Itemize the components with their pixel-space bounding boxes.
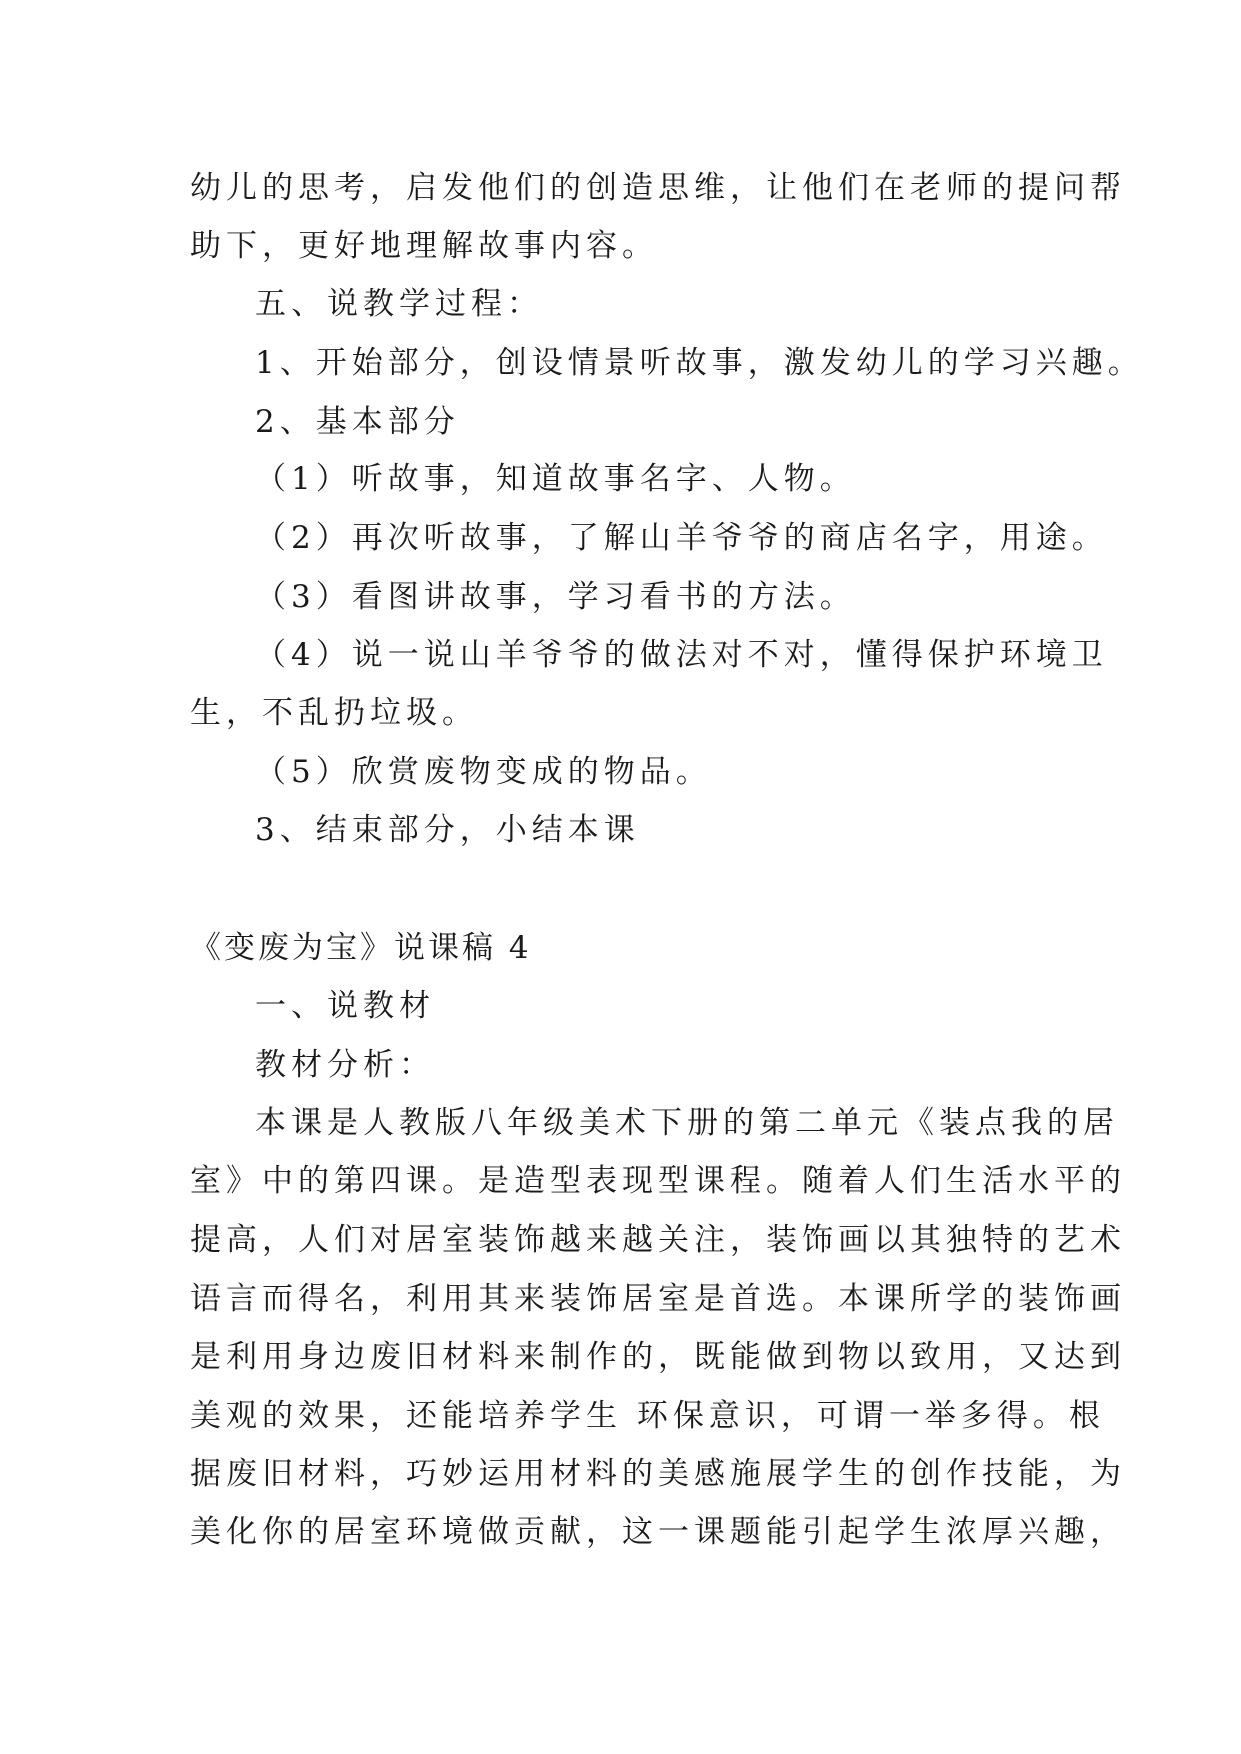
paragraph-line: 语言而得名，利用其来装饰居室是首选。本课所学的装饰画 — [190, 1281, 1126, 1317]
subsection-heading: 教材分析： — [255, 1047, 435, 1083]
paragraph-line: 美化你的居室环境做贡献，这一课题能引起学生浓厚兴趣， — [190, 1514, 1126, 1550]
sub-step-item: （4）说一说山羊爷爷的做法对不对，懂得保护环境卫 — [255, 637, 1108, 673]
paragraph-line: 幼儿的思考，启发他们的创造思维，让他们在老师的提问帮 — [190, 170, 1126, 206]
paragraph-line: 据废旧材料，巧妙运用材料的美感施展学生的创作技能，为 — [190, 1456, 1126, 1492]
sub-step-item: （2）再次听故事，了解山羊爷爷的商店名字，用途。 — [255, 520, 1108, 556]
step-item: 2、基本部分 — [255, 404, 460, 440]
sub-step-item: （1）听故事，知道故事名字、人物。 — [255, 461, 856, 497]
sub-step-item: （5）欣赏废物变成的物品。 — [255, 754, 712, 790]
paragraph-line: 助下，更好地理解故事内容。 — [190, 228, 658, 264]
paragraph-line: 室》中的第四课。是造型表现型课程。随着人们生活水平的 — [190, 1163, 1126, 1199]
section-heading: 一、说教材 — [255, 988, 435, 1024]
paragraph-line: 本课是人教版八年级美术下册的第二单元《装点我的居 — [255, 1105, 1119, 1141]
section-heading-process: 五、说教学过程： — [255, 286, 543, 322]
paragraph-line: 是利用身边废旧材料来制作的，既能做到物以致用，又达到 — [190, 1339, 1126, 1375]
paragraph-line: 美观的效果，还能培养学生 环保意识，可谓一举多得。根 — [190, 1398, 1105, 1434]
sub-step-item: （3）看图讲故事，学习看书的方法。 — [255, 579, 856, 615]
paragraph-line: 提高，人们对居室装饰越来越关注，装饰画以其独特的艺术 — [190, 1222, 1126, 1258]
step-item: 1、开始部分，创设情景听故事，激发幼儿的学习兴趣。 — [255, 345, 1144, 381]
paragraph-line: 生，不乱扔垃圾。 — [190, 695, 478, 731]
step-item: 3、结束部分，小结本课 — [255, 812, 640, 848]
document-title: 《变废为宝》说课稿 4 — [190, 930, 532, 966]
